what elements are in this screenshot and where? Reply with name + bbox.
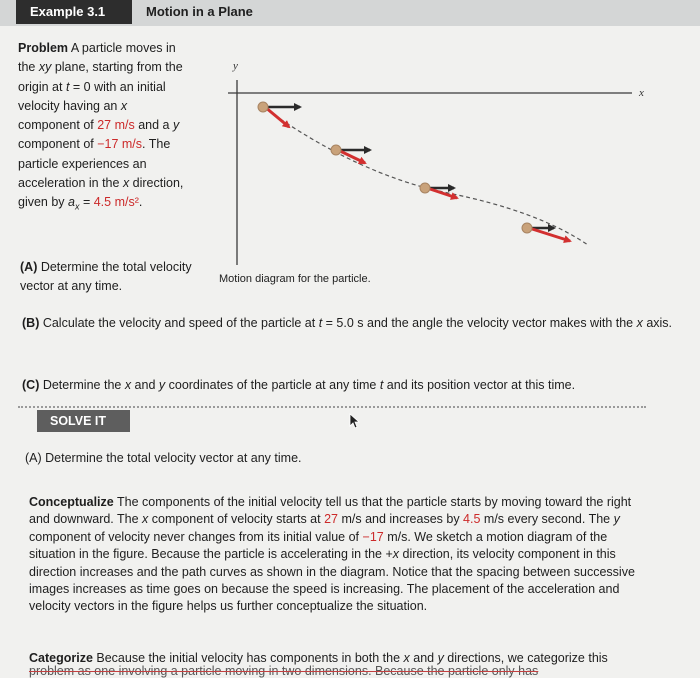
problem-label: Problem — [18, 41, 69, 55]
diagram-caption: Motion diagram for the particle. — [219, 273, 371, 285]
cutoff-line: problem as one involving a particle moving in two dimensions. Because the particle only has — [29, 664, 539, 678]
solve-part-a: (A) Determine the total velocity vector at any time. — [25, 451, 302, 465]
particle-image-1 — [258, 102, 300, 127]
question-b: (B) Calculate the velocity and speed of the particle at t = 5.0 s and the angle the velocity vector makes with the x axis. — [22, 316, 673, 330]
x-axis-label: x — [639, 87, 644, 99]
example-tab: Example 3.1 — [16, 0, 132, 24]
mouse-cursor-icon — [349, 413, 361, 429]
particle-image-2 — [331, 145, 370, 163]
question-c: (C) Determine the x and y coordinates of the particle at any time t and its position vector at this time. — [22, 378, 576, 392]
header-bar — [0, 0, 700, 26]
categorize-paragraph: Categorize Because the initial velocity has components in both the x and y directions, we categorize this — [29, 651, 608, 665]
section-title: Motion in a Plane — [146, 4, 253, 19]
question-a: (A) Determine the total velocity vector at any time. — [20, 260, 192, 293]
section-divider — [18, 406, 646, 408]
particle-image-4 — [522, 223, 570, 241]
solve-it-badge: SOLVE IT — [37, 410, 130, 432]
particle-path — [263, 107, 588, 245]
y-axis-label: y — [233, 60, 238, 72]
particle-image-3 — [420, 183, 457, 198]
ax-value: 4.5 m/s² — [93, 195, 139, 210]
motion-diagram — [218, 55, 658, 270]
vy-value: −17 m/s — [97, 137, 143, 152]
vx-value: 27 m/s — [97, 118, 135, 133]
conceptualize-paragraph: Conceptualize The components of the initial velocity tell us that the particle starts by moving toward the right and downward. The x component of velocity starts at 27 m/s and increases by 4.5 m/s every second. The y component of velocity never changes from its initial value of −17 m/s. We sketch a motion diagram of the situation in the figure. Because the particle is accelerating in the +x direction, its velocity component in this direction increases and the path curves as shown in the diagram. Notice that the spacing between successive images increases as time goes on because the speed is increasing. The placement of the acceleration and velocity vectors in the figure helps us further conceptualize the situation. — [29, 495, 635, 614]
problem-statement: Problem A particle moves in the xy plane, starting from the origin at t = 0 with an initial velocity having an x component of 27 m/s and a y component of −17 m/s. The particle experiences an acceleration in the x direction, given by $a_x = 4.5$ m/s². — [18, 41, 184, 212]
